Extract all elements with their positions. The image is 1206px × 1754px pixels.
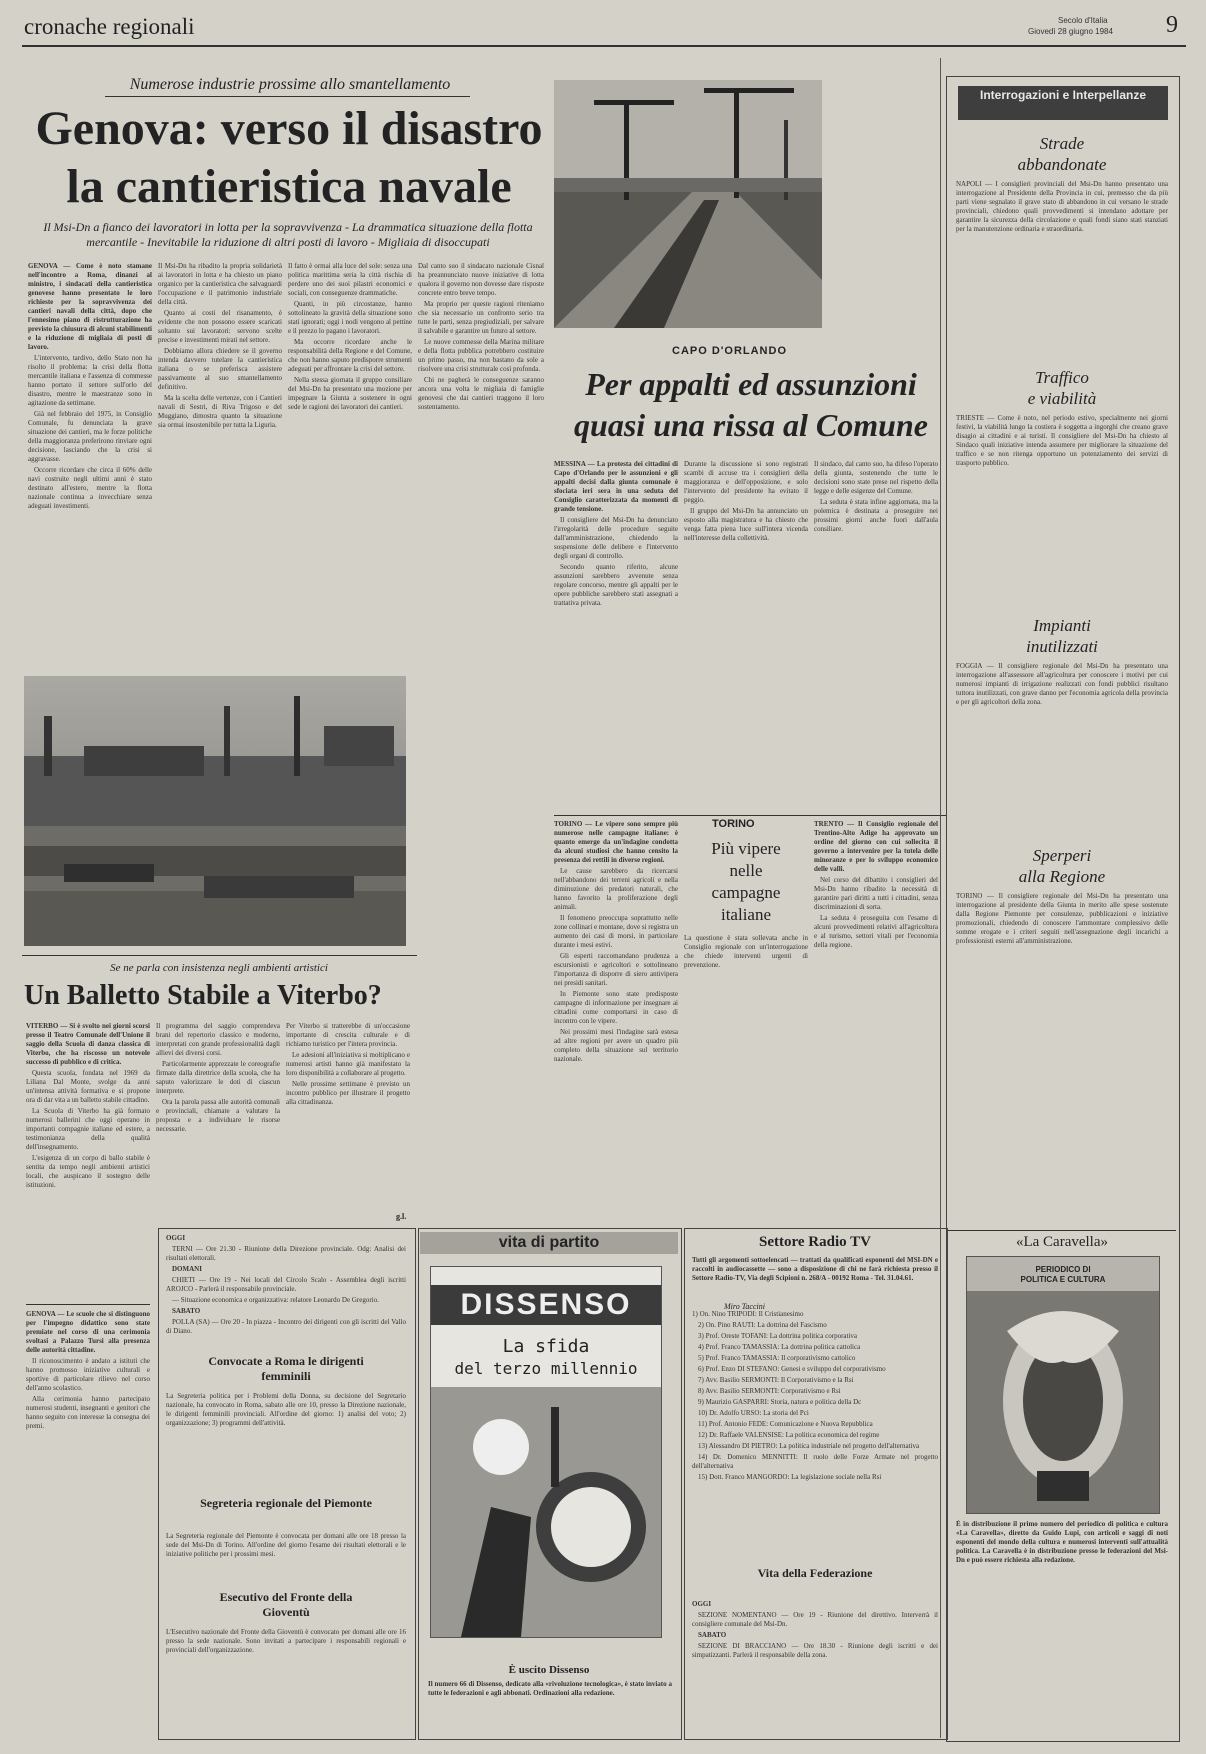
traffico-title-2: e viabilità <box>1027 389 1097 408</box>
radio-tv-item: 3) Prof. Oreste TOFANI: La dottrina politica corporativa <box>698 1332 858 1340</box>
main-p9: Il fatto è ormai alla luce del sole: senza una politica marittima seria la città rischia di perdere uno dei suoi pilastri economici e sociali, con conseguenze drammatiche. <box>288 262 412 297</box>
radio-tv-item: 6) Prof. Enzo DI STEFANO: Genesi e sviluppo del corporativismo <box>698 1365 886 1373</box>
strade-title-2: abbandonate <box>1017 155 1107 174</box>
radio-tv-item: 12) Dr. Raffaele VALENSISE: La politica economica del regime <box>698 1431 880 1439</box>
femminili-text: La Segreteria politica per i Problemi della Donna, su decisione del Segretario nazionale, ha convocato in Roma, sabato alle ore 10, presso la Direzione nazionale, le dirigenti femminili provinciali. All'ordine del giorno: 1) analisi del voto; 2) organizzazione; 3) programmi dell'attività. <box>166 1392 406 1427</box>
dissenso-cover-art <box>431 1387 661 1637</box>
vipere-kicker: TORINO <box>712 818 755 830</box>
main-p2: L'intervento, tardivo, dello Stato non ha risolto il problema: la crisi della flotta mercantile italiana e l'assenza di commesse hanno portato il settore sull'orlo del disastro, mentre le maestranze sono in agitazione da settimane. <box>28 354 152 407</box>
radio-tv-item: 5) Prof. Franco TAMASSIA: Il corporativismo cattolico <box>698 1354 856 1362</box>
impianti-title-2: inutilizzati <box>1026 637 1098 656</box>
capo-p6: Il sindaco, dal canto suo, ha difeso l'operato della giunta, sostenendo che tutte le decisioni sono state prese nel rispetto della legge e delle esigenze del Comune. <box>814 460 938 495</box>
radio-tv-item: 11) Prof. Antonio FEDE: Comunicazione e Nuova Repubblica <box>698 1420 873 1428</box>
femminili-title: Convocate a Roma le dirigenti femminili <box>208 1354 364 1383</box>
genova-short-rule <box>26 1304 150 1305</box>
main-p16: Chi ne pagherà le conseguenze saranno ancora una volta le migliaia di famiglie genovesi che dai cantieri traggono il loro sostentamento. <box>418 376 544 411</box>
sperperi-title-2: alla Regione <box>1018 867 1106 886</box>
impianti-text: FOGGIA — Il consigliere regionale del Msi-Dn ha presentato una interrogazione all'assessore all'agricoltura per conoscere i motivi per cui numerosi impianti di irrigazione realizzati con fondi pubblici risultano tuttora inutilizzati, con grave danno per l'economia agricola della provincia e per gli agricoltori della zona. <box>956 662 1168 706</box>
caravella-title: «La Caravella» <box>1015 1234 1109 1250</box>
vipere-p6: Nei prossimi mesi l'indagine sarà estesa ad altre regioni per avere un quadro più completo della situazione sul territorio nazionale. <box>554 1028 678 1063</box>
vipere-byline: Miro Taccini <box>724 1302 765 1311</box>
main-p14: Ma proprio per queste ragioni riteniamo che sia necessario un confronto serio tra tutte le parti, senza pregiudiziali, per salvare il salvabile e garantire un futuro al settore. <box>418 300 544 335</box>
main-headline-line1: Genova: verso il disastro <box>35 102 543 155</box>
agenda-list <box>166 1234 406 1334</box>
main-p5: Il Msi-Dn ha ribadito la propria solidarietà ai lavoratori in lotta e ha chiesto un piano organico per la cantieristica che salvaguardi l'occupazione e il patrimonio industriale della città. <box>158 262 282 306</box>
capo-p4: Durante la discussione si sono registrati scambi di accuse tra i consiglieri della maggioranza e dell'opposizione, e solo l'intervento del presidente ha evitato il peggio. <box>684 460 808 504</box>
agenda-domani-label: DOMANI <box>172 1265 202 1273</box>
genova-short-col <box>26 1310 150 1740</box>
agenda-item-1: TERNI — Ore 21.30 - Riunione della Direzione provinciale. Odg: Analisi dei risultati elettorali. <box>166 1245 406 1262</box>
sidebar-divider <box>940 58 941 1738</box>
balletto-col-1 <box>26 1022 150 1297</box>
radio-tv-title: Settore Radio TV <box>759 1234 871 1250</box>
capo-col-2 <box>684 460 808 813</box>
vipere-title-line1: Più vipere <box>711 839 781 858</box>
genova-short-p2: Il riconoscimento è andato a istituti che hanno promosso iniziative culturali e sportive di particolare rilievo nel corso dell'anno scolastico. <box>26 1357 150 1392</box>
vipere-title-line2: nelle <box>729 861 763 880</box>
agenda-sabato-label: SABATO <box>172 1307 201 1315</box>
federazione-title: Vita della Federazione <box>757 1566 873 1580</box>
main-col-3 <box>288 262 412 665</box>
agenda-oggi-label: OGGI <box>166 1234 186 1242</box>
harbor-photo-art <box>24 676 406 946</box>
agenda-item-4: POLLA (SA) — Ore 20 - In piazza - Incontro dei dirigenti con gli iscritti del Vallo di Diano. <box>166 1318 406 1334</box>
balletto-col-2 <box>156 1022 280 1212</box>
vipere-p4: Gli esperti raccomandano prudenza a escursionisti e agricoltori e sottolineano l'importanza di disporre di siero antivipera nei presidi sanitari. <box>554 952 678 987</box>
dissenso-cover <box>430 1266 662 1638</box>
balletto-col-3 <box>286 1022 410 1212</box>
capo-bottom-rule <box>554 815 946 816</box>
capo-p7: La seduta è stata infine aggiornata, ma la polemica è destinata a proseguire nei prossimi giorni anche fuori dall'aula consiliare. <box>814 498 938 533</box>
capo-col-1 <box>554 460 678 813</box>
main-p7: Dobbiamo allora chiedere se il governo intenda davvero tutelare la cantieristica italiana o se preferisca assistere passivamente al suo smantellamento definitivo. <box>158 347 282 391</box>
capo-headline-line2: quasi una rissa al Comune <box>574 407 928 443</box>
main-p15: Le nuove commesse della Marina militare e della flotta pubblica potrebbero costituire un primo passo, ma non bastano da sole a risolvere una crisi strutturale così profonda. <box>418 338 544 373</box>
main-p6: Quanto ai costi del risanamento, è evidente che non possono essere scaricati soltanto sui lavoratori: servono scelte precise e investimenti mirati nel settore. <box>158 309 282 344</box>
section-heading: cronache regionali <box>24 14 195 39</box>
radio-tv-list <box>692 1310 938 1550</box>
impianti-title-1: Impianti <box>1033 616 1091 635</box>
fronte-text: L'Esecutivo nazionale del Fronte della Gioventù è convocato per domani alle ore 16 presso la sede nazionale. Sono invitati a partecipare i responsabili regionali e provinciali dell'organizzazione. <box>166 1628 406 1654</box>
caravella-cover <box>966 1256 1160 1514</box>
vipere-p5: In Piemonte sono state predisposte campagne di informazione per insegnare ai cittadini come comportarsi in caso di incontro con le vipere. <box>554 990 678 1025</box>
balletto-p3: La Scuola di Viterbo ha già formato numerosi ballerini che oggi operano in importanti compagnie italiane ed estere, a testimonianza della qualità dell'insegnamento. <box>26 1107 150 1151</box>
radio-tv-item: 4) Prof. Franco TAMASSIA: La dottrina politica cattolica <box>698 1343 861 1351</box>
vipere-p2: Le cause sarebbero da ricercarsi nell'abbandono dei terreni agricoli e nella diminuzione dei predatori naturali, che hanno favorito la proliferazione degli animali. <box>554 867 678 911</box>
newspaper-name: Secolo d'Italia <box>1058 16 1108 25</box>
agenda-item-3: — Situazione economica e organizzativa: relatore Leonardo De Gregorio. <box>172 1296 379 1304</box>
vipere-title-line4: italiane <box>720 905 772 924</box>
dissenso-cover-title-1: La sfida <box>502 1336 590 1357</box>
radio-tv-item: 1) On. Nino TRIPODI: Il Cristianesimo <box>692 1310 804 1318</box>
caravella-cover-art <box>967 1291 1159 1513</box>
balletto-p1: VITERBO — Si è svolto nei giorni scorsi presso il Teatro Comunale dell'Unione il saggio della Scuola di danza classica di Viterbo, che ha riscosso un notevole successo di pubblico e di critica. <box>26 1022 150 1066</box>
main-subtitle: Il Msi-Dn a fianco dei lavoratori in lotta per la sopravvivenza - La drammatica situazione della flotta mercantile - Inevitabile la riduzione di altri posti di lavoro - Migliaia di disoccupati <box>43 220 533 249</box>
federazione-list <box>692 1600 938 1730</box>
dissenso-masthead: DISSENSO <box>431 1285 661 1325</box>
main-p1: GENOVA — Come è noto stamane nell'incontro a Roma, dinanzi al ministro, i sindacati della cantieristica genovese hanno presentato le loro richieste per la sopravvivenza dei cantieri navali della città, dopo che l'ennesimo piano di ristrutturazione ha previsto la chiusura di alcuni stabilimenti e la riduzione di migliaia di posti di lavoro. <box>28 262 152 351</box>
balletto-signature: g.l. <box>396 1212 407 1221</box>
balletto-headline: Un Balletto Stabile a Viterbo? <box>24 980 382 1011</box>
agenda-item-2: CHIETI — Ore 19 - Nei locali del Circolo Scalo - Assemblea degli iscritti AROJCO - Parlerà il responsabile provinciale. <box>166 1276 406 1293</box>
main-col-1 <box>28 262 152 665</box>
sperperi-text: TORINO — Il consigliere regionale del Msi-Dn ha presentato una interrogazione al presidente della Giunta in merito alle spese sostenute dalla Regione Piemonte per consulenze, pubblicazioni e iniziative promozionali, chiedendo di conoscere l'ammontare complessivo delle somme erogate e i criteri seguiti nell'assegnazione degli incarichi a professionisti esterni all'amministrazione. <box>956 892 1168 945</box>
dissenso-caption-title: È uscito Dissenso <box>508 1664 590 1676</box>
main-p10: Quanti, in più circostanze, hanno sottolineato la gravità della situazione sono stati ignorati; oggi i nodi vengono al pettine e il prezzo lo pagano i lavoratori. <box>288 300 412 335</box>
harbor-photo <box>24 676 406 946</box>
capo-p3: Secondo quanto riferito, alcune assunzioni sarebbero avvenute senza regolare concorso, mentre gli appalti per le opere pubbliche sarebbero stati assegnati a trattativa privata. <box>554 563 678 607</box>
main-p13: Dal canto suo il sindacato nazionale Cisnal ha preannunciato nuove iniziative di lotta qualora il governo non dovesse dare risposte concrete entro breve tempo. <box>418 262 544 297</box>
dissenso-caption-text: Il numero 66 di Dissenso, dedicato alla «rivoluzione tecnologica», è stato inviato a tutte le federazioni e agli abbonati. Ordinazioni alla redazione. <box>428 1680 672 1697</box>
radio-tv-item: 10) Dr. Adolfo URSO: La storia del Pci <box>698 1409 809 1417</box>
strade-title-1: Strade <box>1039 134 1085 153</box>
federazione-oggi-label: OGGI <box>692 1600 712 1608</box>
balletto-p7: Ora la parola passa alle autorità comunali e provinciali, chiamate a valutare la proposta e a individuare le risorse necessarie. <box>156 1098 280 1133</box>
dissenso-cover-title-2: del terzo millennio <box>454 1359 638 1378</box>
capo-kicker: CAPO D'ORLANDO <box>672 345 788 357</box>
kicker-underline <box>105 96 470 97</box>
balletto-p4: L'esigenza di un corpo di ballo stabile è sentita da tempo negli ambienti artistici locali, che auspicano il sostegno delle istituzioni. <box>26 1154 150 1189</box>
vipere-p1: TORINO — Le vipere sono sempre più numerose nelle campagne italiane: è quanto emerge da un'indagine condotta da alcuni studiosi che hanno censito la presenza dei rettili in diverse regioni. <box>554 820 678 864</box>
page-number: 9 <box>1166 12 1178 38</box>
radio-tv-item: 14) Dr. Domenico MENNITTI: Il ruolo delle Forze Armate nel progetto dell'alternativa <box>692 1453 938 1470</box>
main-p3: Già nel febbraio del 1975, in Consiglio Comunale, fu denunciata la grave situazione dei cantieri, ma le forze politiche della maggioranza preferirono rinviare ogni decisione, lasciando che la crisi si aggravasse. <box>28 410 152 463</box>
radio-tv-item: 9) Maurizio GASPARRI: Storia, natura e politica della Dc <box>698 1398 862 1406</box>
genova-short-p3: Alla cerimonia hanno partecipato numerosi studenti, insegnanti e genitori che hanno seguito con interesse la consegna dei premi. <box>26 1395 150 1430</box>
caravella-cover-line2: POLITICA E CULTURA <box>1020 1275 1106 1284</box>
strade-text: NAPOLI — I consiglieri provinciali del Msi-Dn hanno presentato una interrogazione al Presidente della Provincia in cui, premesso che da più parti viene segnalato il grave stato di abbandono in cui versano le strade provinciali, chiedono quali provvedimenti si intendano adottare per garantire la sicurezza della circolazione e quali fondi siano stati stanziati per la manutenzione ordinaria e straordinaria. <box>956 180 1168 233</box>
main-kicker: Numerose industrie prossime allo smantellamento <box>129 76 451 93</box>
crane-photo <box>554 80 822 328</box>
balletto-p8: Per Viterbo si tratterebbe di un'occasione importante di crescita culturale e di richiamo turistico per l'intera provincia. <box>286 1022 410 1048</box>
traffico-text: TRIESTE — Come è noto, nel periodo estivo, specialmente nei giorni festivi, la viabilità lungo la costiera è soggetta a ingorghi che creano grave disagio ai cittadini e ai turisti. Il consigliere del Msi-Dn ha chiesto al Sindaco quali iniziative intenda assumere per migliorare la situazione del traffico e se non ritenga opportuno un potenziamento dei servizi di trasporto pubblico. <box>956 414 1168 467</box>
caravella-text: È in distribuzione il primo numero del periodico di politica e cultura «La Caravella», diretto da Guido Lupi, con articoli e saggi di noti esponenti del mondo della cultura e numerosi interventi sull'attualità politica. La Caravella è in distribuzione presso le federazioni del Msi-Dn e può essere richiesta alla redazione. <box>956 1520 1168 1564</box>
balletto-p6: Particolarmente apprezzate le coreografie firmate dalla direttrice della scuola, che ha saputo valorizzare le doti di ciascun interprete. <box>156 1060 280 1095</box>
federazione-text-2: SEZIONE DI BRACCIANO — Ore 18.30 - Riunione degli iscritti e dei simpatizzanti. Parlerà il responsabile della zona. <box>692 1642 938 1659</box>
capo-p5: Il gruppo del Msi-Dn ha annunciato un esposto alla magistratura e ha chiesto che venga fatta piena luce sull'intera vicenda nell'interesse della collettività. <box>684 507 808 542</box>
main-p8: Ma la scelta delle vertenze, con i Cantieri navali di Sestri, di Riva Trigoso e del Muggiano, dimostra quanto la situazione sia ormai insostenibile per tutta la Liguria. <box>158 394 282 429</box>
piemonte-title: Segreteria regionale del Piemonte <box>200 1496 372 1510</box>
genova-short-p1: GENOVA — Le scuole che si distinguono per l'impegno didattico sono state premiate nel corso di una cerimonia svoltasi a Palazzo Tursi alla presenza delle autorità cittadine. <box>26 1310 150 1354</box>
federazione-sabato-label: SABATO <box>698 1631 727 1639</box>
traffico-title-1: Traffico <box>1035 368 1089 387</box>
radio-tv-item: 2) On. Pino RAUTI: La dottrina del Fascismo <box>698 1321 827 1329</box>
capo-p2: Il consigliere del Msi-Dn ha denunciato l'irregolarità delle procedure seguite dall'amministrazione, chiedendo la sospensione delle delibere e l'intervento degli organi di controllo. <box>554 516 678 560</box>
balletto-p10: Nelle prossime settimane è previsto un incontro pubblico per illustrare il progetto alla cittadinanza. <box>286 1080 410 1106</box>
main-col-2 <box>158 262 282 665</box>
trento-p2: Nel corso del dibattito i consiglieri del Msi-Dn hanno ribadito la necessità di garantire pari diritti a tutti i cittadini, senza discriminazioni di sorta. <box>814 876 938 911</box>
vipere-title-line3: campagne <box>711 883 781 902</box>
sperperi-title-1: Sperperi <box>1032 846 1092 865</box>
main-headline-line2: la cantieristica navale <box>66 160 512 213</box>
main-p4: Occorre ricordare che circa il 60% delle navi costruite negli ultimi anni è stato destinato all'estero, mentre la flotta nazionale continua a invecchiare senza adeguati investimenti. <box>28 466 152 510</box>
crane-photo-art <box>554 80 822 328</box>
balletto-p9: Le adesioni all'iniziativa si moltiplicano e numerosi artisti hanno già manifestato la loro disponibilità a collaborare al progetto. <box>286 1051 410 1077</box>
radio-tv-item: 15) Dott. Franco MANGORDO: La legislazione sociale nella Rsi <box>698 1473 882 1481</box>
main-p12: Nella stessa giornata il gruppo consiliare del Msi-Dn ha presentato una mozione per impegnare la Giunta a sostenere in ogni sede le ragioni dei lavoratori dei cantieri. <box>288 376 412 411</box>
capo-headline-line1: Per appalti ed assunzioni <box>585 366 917 402</box>
balletto-kicker: Se ne parla con insistenza negli ambienti artistici <box>110 962 328 974</box>
radio-tv-item: 13) Alessandro DI PIETRO: La politica industriale nel progetto dell'alternativa <box>698 1442 920 1450</box>
fronte-title: Esecutivo del Fronte della Gioventù <box>219 1590 353 1619</box>
capo-p1: MESSINA — La protesta dei cittadini di Capo d'Orlando per le assunzioni e gli appalti decisi dalla giunta comunale è sfociata ieri sera in una seduta del Consiglio caratterizzata da momenti di grande tensione. <box>554 460 678 513</box>
balletto-p5: Il programma del saggio comprendeva brani del repertorio classico e moderno, interpretati con grande professionalità dagli allievi dei diversi corsi. <box>156 1022 280 1057</box>
issue-date: Giovedì 28 giugno 1984 <box>1028 27 1113 36</box>
caravella-rule <box>948 1230 1176 1231</box>
trento-p3: La seduta è proseguita con l'esame di alcuni provvedimenti relativi all'agricoltura e al turismo, settori vitali per l'economia della regione. <box>814 914 938 949</box>
vita-di-partito-label: vita di partito <box>420 1232 678 1254</box>
caravella-cover-line1: PERIODICO DI <box>1035 1265 1091 1274</box>
radio-tv-item: 8) Avv. Basilio SERMONTI: Corporativismo e Rsi <box>698 1387 841 1395</box>
header-rule <box>22 45 1186 47</box>
radio-tv-intro: Tutti gli argomenti sottoelencati — trattati da qualificati esponenti del MSI-DN e raccolti in audiocassette — sono a disposizione di chi ne farà richiesta presso il Settore Radio-TV, Via degli Scipioni n. 268/A - 00192 Roma - Tel. 31.04.61. <box>692 1256 938 1282</box>
vipere-p7: La questione è stata sollevata anche in Consiglio regionale con un'interrogazione che chiede interventi urgenti di prevenzione. <box>684 934 808 969</box>
trento-p1: TRENTO — Il Consiglio regionale del Trentino-Alto Adige ha approvato un ordine del giorno con cui sollecita il governo a intervenire per la tutela delle minoranze e per lo sviluppo economico delle valli. <box>814 820 938 873</box>
balletto-p2: Questa scuola, fondata nel 1969 da Liliana Dal Monte, svolge da anni un'intensa attività formativa e si propone ora di dar vita a un balletto stabile cittadino. <box>26 1069 150 1104</box>
main-p11: Ma occorre ricordare anche le responsabilità della Regione e del Comune, che non hanno saputo predisporre strumenti adeguati per affrontare la crisi del settore. <box>288 338 412 373</box>
federazione-text-1: SEZIONE NOMENTANO — Ore 19 - Riunione del direttivo. Interverrà il consigliere comunale del Msi-Dn. <box>692 1611 938 1628</box>
capo-col-3 <box>814 460 938 813</box>
piemonte-text: La Segreteria regionale del Piemonte è convocata per domani alle ore 18 presso la sede del Msi-Dn di Torino. All'ordine del giorno l'esame dei risultati elettorali e le iniziative politiche per i prossimi mesi. <box>166 1532 406 1558</box>
sidebar-header: Interrogazioni e Interpellanze <box>958 86 1168 120</box>
balletto-top-rule <box>22 955 417 956</box>
vipere-p3: Il fenomeno preoccupa soprattutto nelle zone collinari e montane, dove si registra un aumento dei casi di morsi, in particolare durante i mesi estivi. <box>554 914 678 949</box>
radio-tv-item: 7) Avv. Basilio SERMONTI: Il Corporativismo e la Rsi <box>698 1376 854 1384</box>
